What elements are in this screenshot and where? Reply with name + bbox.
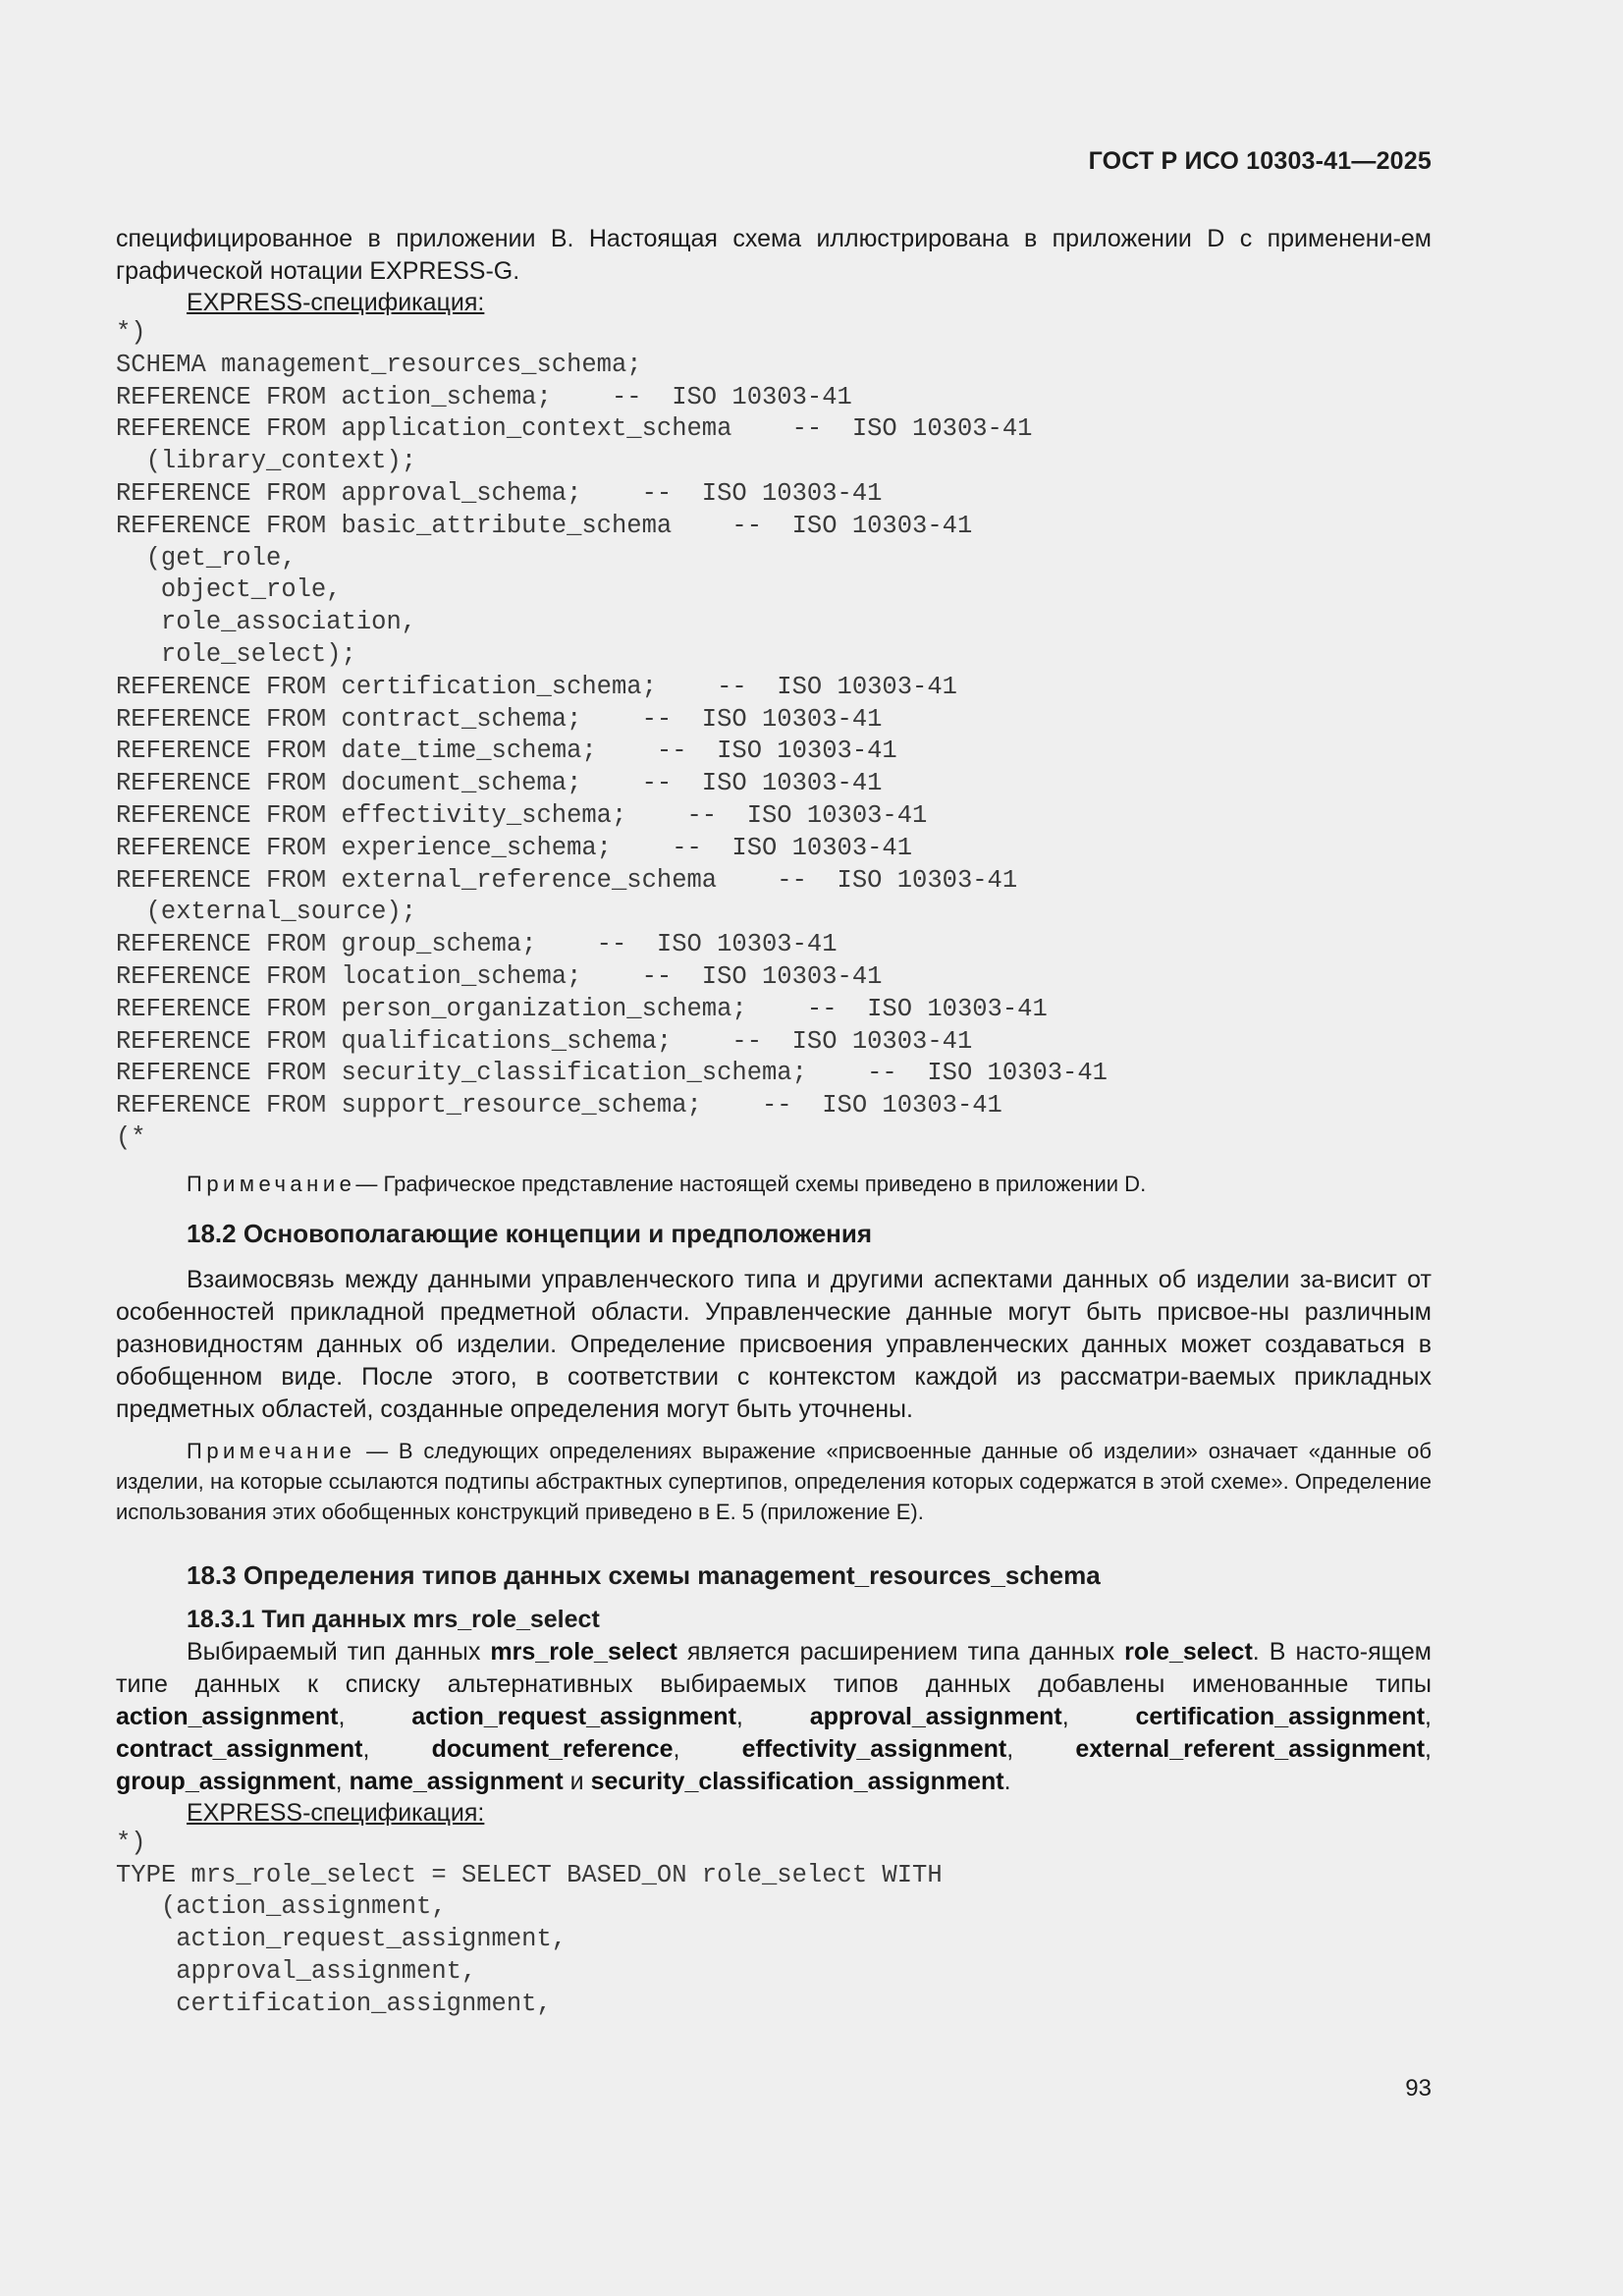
text-run: Выбираемый тип данных [187,1637,491,1666]
separator: , [1425,1702,1432,1730]
type-name: contract_assignment [116,1734,363,1763]
type-name: document_reference [431,1734,674,1763]
separator: , [1006,1734,1076,1763]
separator: , [338,1702,412,1730]
note-label: Примечание [187,1438,356,1463]
conjunction: и [563,1767,591,1795]
type-name: certification_assignment [1135,1702,1426,1730]
type-name: security_classification_assignment [590,1767,1004,1795]
type-name: group_assignment [116,1767,336,1795]
section-18-3-1-heading: 18.3.1 Тип данных mrs_role_select [187,1605,600,1633]
note-text: — Графическое представление настоящей схемы приведено в приложении D. [355,1171,1147,1196]
note-graphic-representation [116,1169,1432,1199]
intro-paragraph: специфицированное в приложении B. Настоящая схема иллюстрирована в приложении D с применени-ем графической нотации EXPRESS-G. [116,225,1432,285]
text-run: . В насто-ящем типе данных к списку альтернативных выбираемых типов данных добавлены именованные типы [116,1637,1432,1698]
note-label: Примечание [187,1171,356,1196]
type-name: approval_assignment [809,1702,1062,1730]
separator: , [362,1734,432,1763]
page-content [116,223,1432,2021]
section-18-3-heading: 18.3 Определения типов данных схемы management_resources_schema [187,1559,1101,1590]
type-name-role-select: role_select [1124,1637,1253,1666]
section-18-3-1-paragraph [116,1636,1432,1798]
type-name-mrs-role-select: mrs_role_select [490,1637,677,1666]
type-name: external_referent_assignment [1075,1734,1426,1763]
separator: , [673,1734,742,1763]
text-run: является расширением типа данных [676,1637,1125,1666]
type-name: action_request_assignment [411,1702,736,1730]
period: . [1003,1767,1011,1795]
section-18-2-paragraph: Взаимосвязь между данными управленческого типа и другими аспектами данных об изделии за-висит от особенностей прикладной предметной области. Управленческие данные могут быть присвое-ны различным разновидностям данных об изделии. Определение присвоения управленческих данных может создаваться в обобщенном виде. После этого, в соответствии с контекстом каждой из рассматри-ваемых прикладных предметных областей, созданные определения могут быть уточнены. [116,1265,1432,1423]
standard-header: ГОСТ Р ИСО 10303-41—2025 [1088,147,1432,175]
type-name: action_assignment [116,1702,339,1730]
type-name: effectivity_assignment [741,1734,1007,1763]
separator: , [335,1767,350,1795]
express-code-type: *) TYPE mrs_role_select = SELECT BASED_ON role_select WITH (action_assignment, action_request_assignment, approval_assignment, certification_assignment, [116,1828,943,2018]
note-text: — В следующих определениях выражение «присвоенные данные об изделии» означает «данные об изделии, на которые ссылаются подтипы абстрактных супертипов, определения которых содержатся в этой схеме». Определение использования этих обобщенных конструкций приведено в E. 5 (приложение E). [116,1438,1432,1524]
section-18-2-heading: 18.2 Основополагающие концепции и предположения [187,1218,873,1248]
express-code-schema: *) SCHEMA management_resources_schema; REFERENCE FROM action_schema; -- ISO 10303-41 REFERENCE FROM application_context_schema -- ISO 10303-41 (library_context); REFERENCE FROM approval_schema; -- ISO 10303-41 REFERENCE FROM basic_attribute_schema -- ISO 10303-41 (get_role, object_role, role_association, role_select); REFERENCE FROM certification_schema; -- ISO 10303-41 REFERENCE FROM contract_schema; -- ISO 10303-41 REFERENCE FROM date_time_schema; -- ISO 10303-41 REFERENCE FROM document_schema; -- ISO 10303-41 REFERENCE FROM effectivity_schema; -- ISO 10303-41 REFERENCE FROM experience_schema; -- ISO 10303-41 REFERENCE FROM external_reference_schema -- ISO 10303-41 (external_source); REFERENCE FROM group_schema; -- ISO 10303-41 REFERENCE FROM location_schema; -- ISO 10303-41 REFERENCE FROM person_organization_schema; -- ISO 10303-41 REFERENCE FROM qualifications_schema; -- ISO 10303-41 REFERENCE FROM security_classification_schema; -- ISO 10303-41 REFERENCE FROM support_resource_schema; -- ISO 10303-41 (* [116,318,1108,1152]
note-definitions [116,1436,1432,1527]
separator: , [735,1702,810,1730]
page-number: 93 [1405,2075,1432,2102]
express-specification-label: EXPRESS-спецификация: [187,1798,485,1827]
express-specification-label: EXPRESS-спецификация: [187,289,485,316]
type-name: name_assignment [349,1767,564,1795]
separator: , [1061,1702,1136,1730]
separator: , [1425,1734,1432,1763]
